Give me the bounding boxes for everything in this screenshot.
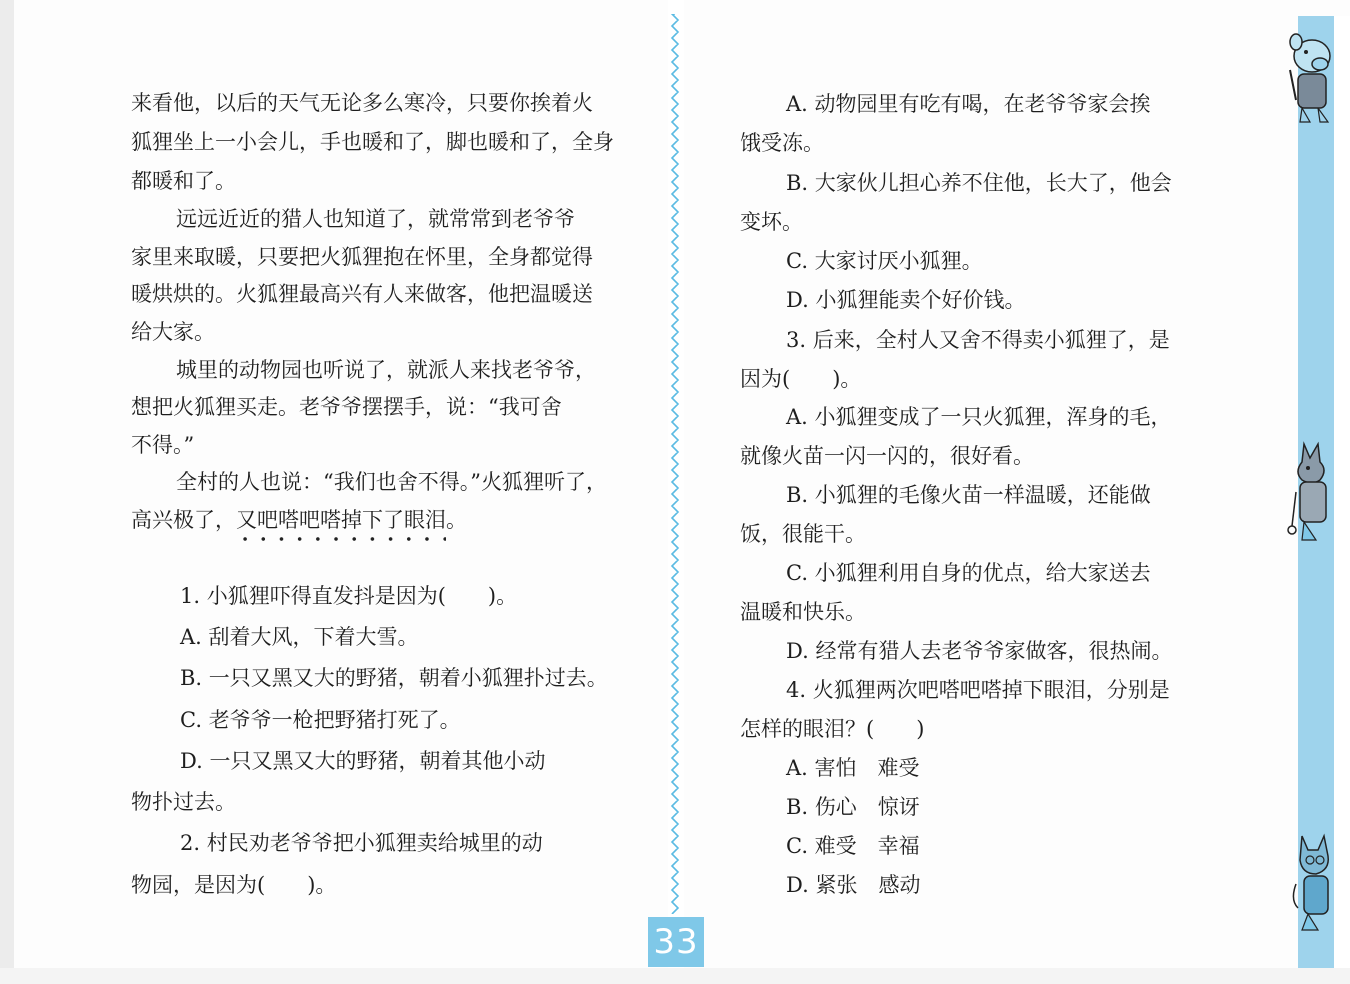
question-option: 物扑过去。 [131,790,236,814]
question-option: A. 刮着大风，下着大雪。 [180,625,419,649]
cat-character-icon [1288,830,1338,940]
emphasis-dotted-text [236,508,446,532]
question-option: 饭，很能干。 [740,522,866,546]
story-line: 全村的人也说：“我们也舍不得。”火狐狸听了， [176,470,607,494]
story-line: 都暖和了。 [131,169,236,193]
question-stem: 1. 小狐狸吓得直发抖是因为( )。 [180,584,518,608]
question-option: D. 小狐狸能卖个好价钱。 [786,288,1026,312]
page-edge [0,0,14,984]
question-option: D. 紧张 感动 [786,873,921,897]
story-line: 家里来取暖，只要把火狐狸抱在怀里，全身都觉得 [131,245,593,269]
page-bottom-edge [0,968,1350,984]
story-line: 不得。” [131,433,195,457]
story-line: 想把火狐狸买走。老爷爷摆摆手，说：“我可舍 [131,395,562,419]
question-option: C. 难受 幸福 [786,834,920,858]
story-line: 城里的动物园也听说了，就派人来找老爷爷， [176,358,596,382]
pig-character-icon [1278,30,1338,130]
question-option: A. 小狐狸变成了一只火狐狸，浑身的毛， [786,405,1172,429]
story-text: 。 [446,508,467,532]
question-stem: 怎样的眼泪？( ) [740,717,925,741]
story-line: 狐狸坐上一小会儿，手也暖和了，脚也暖和了，全身 [131,130,614,154]
story-line: 远远近近的猎人也知道了，就常常到老爷爷 [176,207,575,231]
emphasis-text: 又吧嗒吧嗒掉下了眼泪 [236,508,446,532]
question-option: A. 害怕 难受 [786,756,920,780]
question-option: B. 一只又黑又大的野猪，朝着小狐狸扑过去。 [180,666,608,690]
question-option: 温暖和快乐。 [740,600,866,624]
question-option: 变坏。 [740,210,803,234]
story-line: 给大家。 [131,320,215,344]
story-line: 来看他，以后的天气无论多么寒冷，只要你挨着火 [131,91,593,115]
spine-wave-line [664,14,686,914]
question-option: D. 经常有猎人去老爷爷家做客，很热闹。 [786,639,1173,663]
story-line [131,505,467,535]
emphasis-dots [236,536,446,542]
story-text: 高兴极了， [131,508,236,532]
question-option: C. 大家讨厌小狐狸。 [786,249,983,273]
question-option: D. 一只又黑又大的野猪，朝着其他小动 [180,749,546,773]
question-stem: 3. 后来，全村人又舍不得卖小狐狸了，是 [786,328,1170,352]
story-line: 暖烘烘的。火狐狸最高兴有人来做客，他把温暖送 [131,282,593,306]
question-stem: 物园，是因为( )。 [131,873,337,897]
question-option: C. 小狐狸利用自身的优点，给大家送去 [786,561,1151,585]
question-option: B. 小狐狸的毛像火苗一样温暖，还能做 [786,483,1151,507]
question-stem: 因为( )。 [740,367,862,391]
question-option: B. 大家伙儿担心养不住他，长大了，他会 [786,171,1172,195]
page-number: 33 [648,917,704,967]
wolf-character-icon [1282,440,1338,550]
question-option: C. 老爷爷一枪把野猪打死了。 [180,708,461,732]
question-option: A. 动物园里有吃有喝，在老爷爷家会挨 [786,92,1151,116]
question-option: 饿受冻。 [740,131,824,155]
question-stem: 4. 火狐狸两次吧嗒吧嗒掉下眼泪，分别是 [786,678,1170,702]
question-option: B. 伤心 惊讶 [786,795,920,819]
question-option: 就像火苗一闪一闪的，很好看。 [740,444,1034,468]
question-stem: 2. 村民劝老爷爷把小狐狸卖给城里的动 [180,831,543,855]
